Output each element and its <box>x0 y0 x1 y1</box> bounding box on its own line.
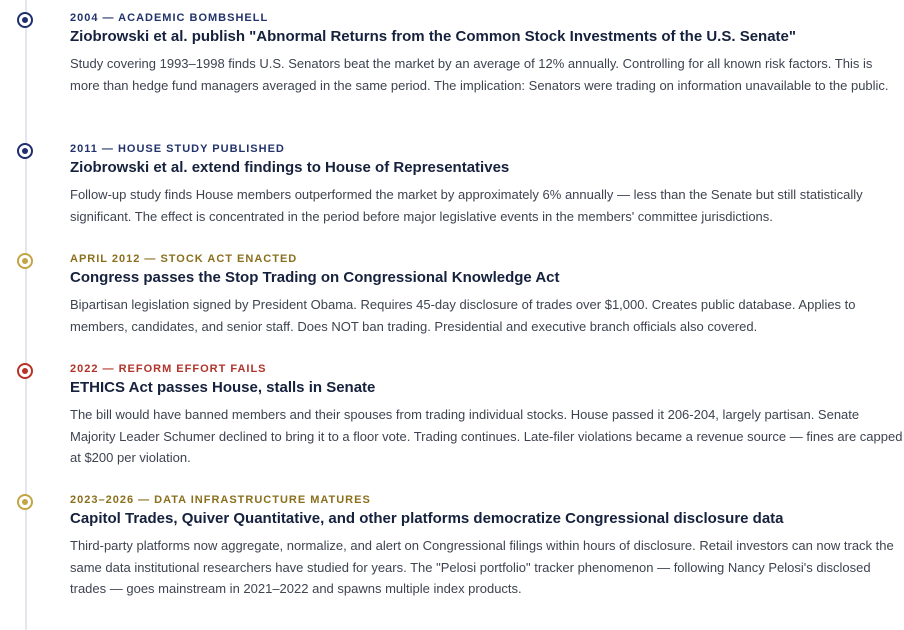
event-date-label: 2022 — REFORM EFFORT FAILS <box>70 363 267 375</box>
event-title: Ziobrowski et al. publish "Abnormal Returns from the Common Stock Investments of the U.S. Senate" <box>70 28 796 45</box>
timeline-marker-icon <box>17 143 33 159</box>
event-title: ETHICS Act passes House, stalls in Senate <box>70 379 376 396</box>
event-description: Third-party platforms now aggregate, normalize, and alert on Congressional filings within hours of disclosure. Retail investors can now track the same data institutional researchers have studied for years. The "Pelosi portfolio" tracker phenomenon — following Nancy Pelosi's disclosed trades — goes mainstream in 2021–2022 and spawns multiple index products. <box>70 538 894 597</box>
event-date-label: APRIL 2012 — STOCK ACT ENACTED <box>70 253 298 265</box>
timeline-marker-icon <box>17 253 33 269</box>
event-description: Study covering 1993–1998 finds U.S. Senators beat the market by an average of 12% annually. Controlling for all known risk factors. This is more than hedge fund managers averaged in the same period. The implication: Senators were trading on information unavailable to the public. <box>70 56 889 93</box>
event-description: Follow-up study finds House members outperformed the market by approximately 6% annually — less than the Senate but still statistically significant. The effect is concentrated in the period before major legislative events in the members' committee jurisdictions. <box>70 187 863 224</box>
event-date-label: 2023–2026 — DATA INFRASTRUCTURE MATURES <box>70 494 371 506</box>
event-title: Ziobrowski et al. extend findings to House of Representatives <box>70 159 510 176</box>
event-title: Capitol Trades, Quiver Quantitative, and other platforms democratize Congressional disclosure data <box>70 510 784 527</box>
timeline-marker-icon <box>17 363 33 379</box>
timeline-rail <box>25 0 27 630</box>
event-description: Bipartisan legislation signed by President Obama. Requires 45-day disclosure of trades over $1,000. Creates public database. Applies to members, candidates, and senior staff. Does NOT ban trading. Presidential and executive branch officials also covered. <box>70 297 856 334</box>
event-date-label: 2011 — HOUSE STUDY PUBLISHED <box>70 143 285 155</box>
event-title: Congress passes the Stop Trading on Congressional Knowledge Act <box>70 269 560 286</box>
event-date-label: 2004 — ACADEMIC BOMBSHELL <box>70 12 269 24</box>
event-description: The bill would have banned members and their spouses from trading individual stocks. House passed it 206-204, largely partisan. Senate Majority Leader Schumer declined to bring it to a floor vote. Trading continues. Late-filer violations became a revenue source — fines are capped at $200 per violation. <box>70 407 903 466</box>
timeline-marker-icon <box>17 494 33 510</box>
timeline-marker-icon <box>17 12 33 28</box>
